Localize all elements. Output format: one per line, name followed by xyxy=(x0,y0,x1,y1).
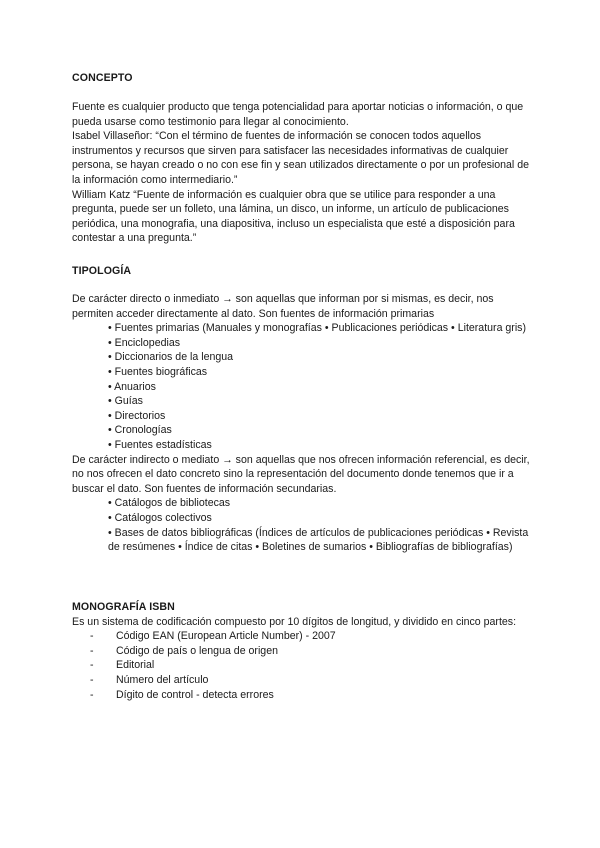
list-item: • Catálogos de bibliotecas xyxy=(108,496,532,511)
villasenor-quote: Isabel Villaseñor: “Con el término de fuentes de información se conocen todos aquellos instrumentos y recursos que sirven para satisfacer las necesidades informativas de cualquier persona, se hayan creado o no con ese fin y sean utilizados directamente o por un profesional de la información como intermediario.” xyxy=(72,130,530,186)
directo-list xyxy=(72,321,532,452)
list-item: • Bases de datos bibliográficas (Índices de artículos de publicaciones periódicas • Revista de resúmenes • Índice de citas • Boletines de sumarios • Bibliografías de bibliografías) xyxy=(108,526,532,555)
list-item: • Fuentes estadísticas xyxy=(108,438,532,453)
list-item: - Dígito de control - detecta errores xyxy=(90,688,532,703)
isbn-parts-list xyxy=(72,629,532,702)
directo-description: De carácter directo o inmediato → son aquellas que informan por si mismas, es decir, nos permiten acceder directamente al dato. Son fuentes de información primarias xyxy=(72,293,494,320)
list-item: • Diccionarios de la lengua xyxy=(108,350,532,365)
section-concepto xyxy=(72,71,532,86)
tipologia-heading: TIPOLOGÍA xyxy=(72,265,132,277)
section-tipologia xyxy=(72,264,532,279)
concepto-definition: Fuente es cualquier producto que tenga potencialidad para aportar noticias o información, o que pueda usarse como testimonio para llegar al conocimiento. xyxy=(72,101,524,128)
list-item: • Fuentes primarias (Manuales y monografías • Publicaciones periódicas • Literatura gris) xyxy=(108,321,532,336)
indirecto-description: De carácter indirecto o mediato → son aquellas que nos ofrecen información referencial, es decir, no nos ofrecen el dato concreto sino la representación del documento donde tenemos que ir a buscar el dato. Son fuentes de información secundarias. xyxy=(72,453,530,495)
list-item: - Código EAN (European Article Number) - 2007 xyxy=(90,629,532,644)
list-item: • Directorios xyxy=(108,409,532,424)
concepto-heading: CONCEPTO xyxy=(72,72,133,84)
list-item: - Editorial xyxy=(90,658,532,673)
list-item: - Código de país o lengua de origen xyxy=(90,644,532,659)
isbn-heading: MONOGRAFÍA ISBN xyxy=(72,601,175,613)
section-isbn xyxy=(72,600,532,702)
list-item: - Número del artículo xyxy=(90,673,532,688)
list-item: • Catálogos colectivos xyxy=(108,511,532,526)
list-item: • Cronologías xyxy=(108,423,532,438)
list-item: • Fuentes biográficas xyxy=(108,365,532,380)
indirecto-list xyxy=(72,496,532,554)
list-item: • Enciclopedias xyxy=(108,336,532,351)
list-item: • Guías xyxy=(108,394,532,409)
tipologia-body xyxy=(72,292,532,555)
concepto-body xyxy=(72,100,532,246)
isbn-intro: Es un sistema de codificación compuesto por 10 dígitos de longitud, y dividido en cinco partes: xyxy=(72,615,517,628)
katz-quote: William Katz “Fuente de información es cualquier obra que se utilice para responder a una pregunta, puede ser un folleto, una lámina, un disco, un informe, un artículo de publicaciones periódica, una monografia, una diapositiva, incluso un especialista que esté a disposición para contestar a una pregunta.” xyxy=(72,188,515,245)
list-item: • Anuarios xyxy=(108,380,532,395)
